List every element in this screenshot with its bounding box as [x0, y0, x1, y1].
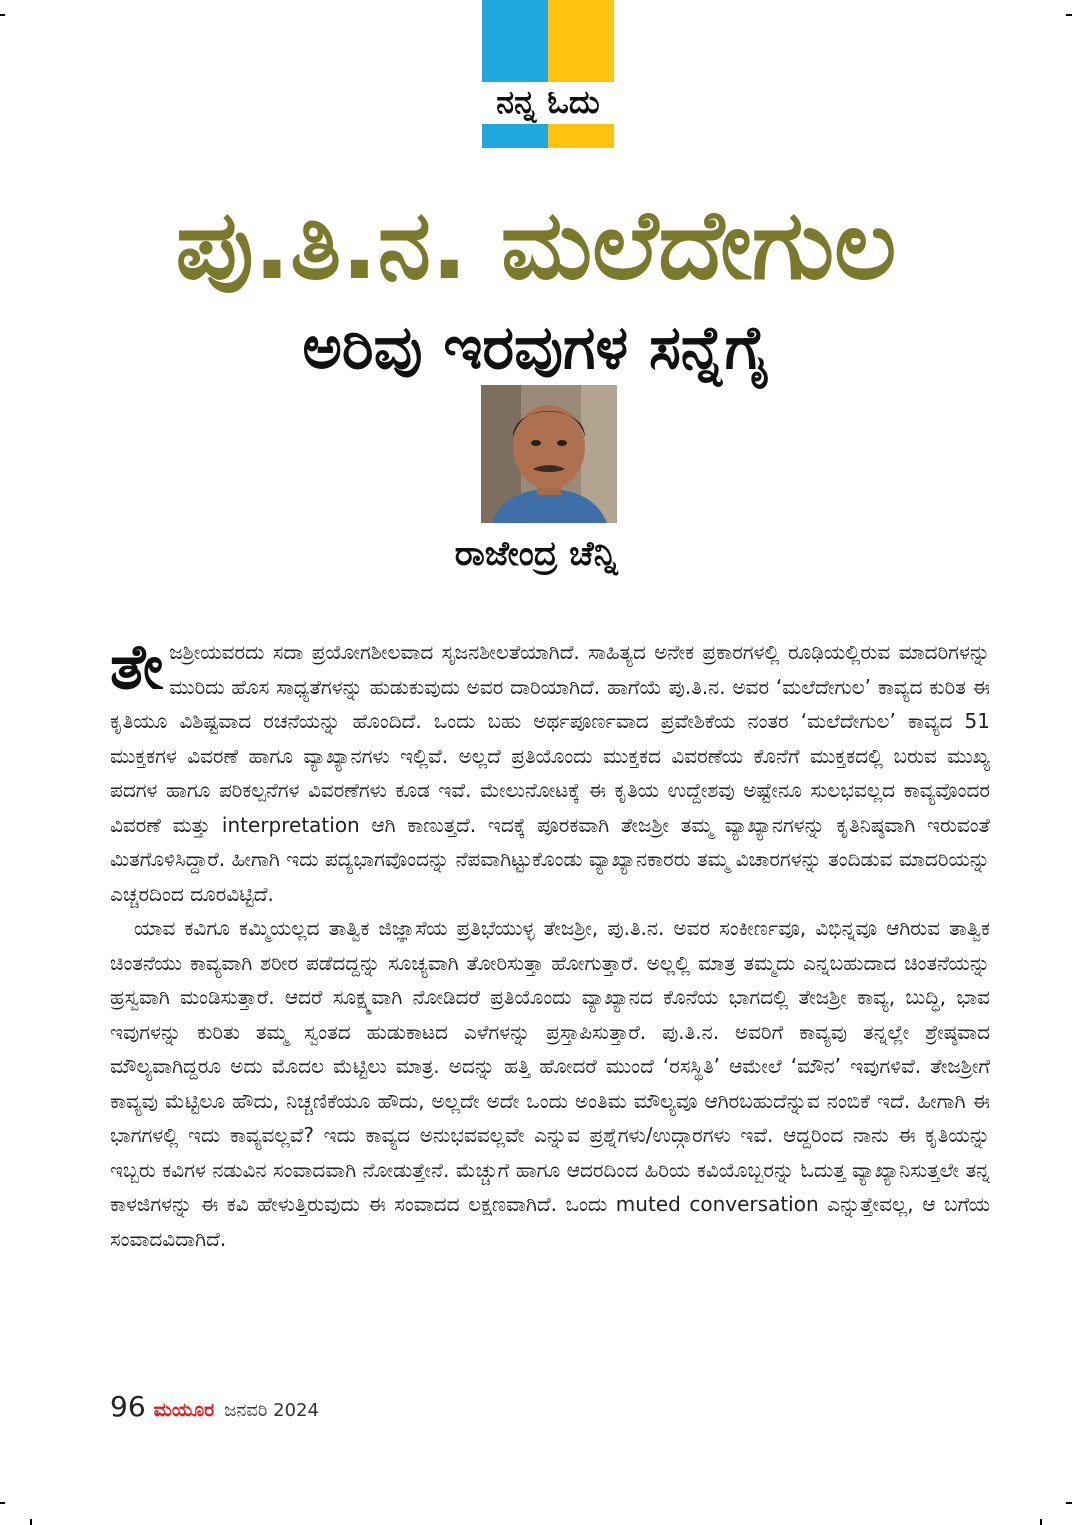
column-name: ನನ್ನ ಓದು — [496, 83, 600, 121]
page-footer — [110, 1390, 319, 1430]
paragraph-1 — [110, 630, 990, 911]
article-body — [110, 630, 990, 1256]
drop-cap: ತೇ — [110, 630, 164, 703]
author-photo — [481, 385, 617, 523]
page-number: 96 — [110, 1390, 146, 1423]
author-name: ರಾಜೇಂದ್ರ ಚೆನ್ನಿ — [454, 534, 618, 574]
article-title: ಪು.ತಿ.ನ. ಮಲೆದೇಗುಲ — [175, 189, 897, 301]
article-subtitle: ಅರಿವು ಇರವುಗಳ ಸನ್ನೆಗೈ — [302, 313, 770, 383]
crop-mark — [0, 1502, 5, 1504]
logo-blue-strip — [482, 124, 548, 148]
logo-blue-block — [482, 0, 548, 82]
column-logo — [482, 0, 614, 150]
paragraph-1-text: ಜಶ್ರೀಯವರದು ಸದಾ ಪ್ರಯೋಗಶೀಲವಾದ ಸೃಜನಶೀಲತೆಯಾಗಿದೆ. ಸಾಹಿತ್ಯದ ಅನೇಕ ಪ್ರಕಾರಗಳಲ್ಲಿ ರೂಢಿಯಲ್ಲಿರುವ ಮಾದರಿಗಳನ್ನು ಮುರಿದು ಹೊಸ ಸಾಧ್ಯತೆಗಳನ್ನು ಹುಡುಕುವುದು ಅವರ ದಾರಿಯಾಗಿದೆ. ಹಾಗೆಯೆ ಪು.ತಿ.ನ. ಅವರ ‘ಮಲೆದೇಗುಲ’ ಕಾವ್ಯದ ಕುರಿತ ಈ ಕೃತಿಯೂ ವಿಶಿಷ್ಟವಾದ ರಚನೆಯನ್ನು ಹೊಂದಿದೆ. ಒಂದು ಬಹು ಅರ್ಥಪೂರ್ಣವಾದ ಪ್ರವೇಶಿಕೆಯ ನಂತರ ‘ಮಲೆದೇಗುಲ’ ಕಾವ್ಯದ 51 ಮುಕ್ತಕಗಳ ವಿವರಣೆ ಹಾಗೂ ವ್ಯಾಖ್ಯಾನಗಳು ಇಲ್ಲಿವೆ. ಅಲ್ಲದೆ ಪ್ರತಿಯೊಂದು ಮುಕ್ತಕದ ವಿವರಣೆಯ ಕೊನೆಗೆ ಮುಕ್ತಕದಲ್ಲಿ ಬರುವ ಮುಖ್ಯ ಪದಗಳ ಹಾಗೂ ಪರಿಕಲ್ಪನೆಗಳ ವಿವರಣೆಗಳು ಕೂಡ ಇವೆ. ಮೇಲುನೋಟಕ್ಕೆ ಈ ಕೃತಿಯ ಉದ್ದೇಶವು ಅಷ್ಟೇನೂ ಸುಲಭವಲ್ಲದ ಕಾವ್ಯವೊಂದರ ವಿವರಣೆ ಮತ್ತು interpretation ಆಗಿ ಕಾಣುತ್ತದೆ. ಇದಕ್ಕೆ ಪೂರಕವಾಗಿ ತೇಜಶ್ರೀ ತಮ್ಮ ವ್ಯಾಖ್ಯಾನಗಳನ್ನು ಕೃತಿನಿಷ್ಠವಾಗಿ ಇರುವಂತೆ ಮಿತಗೊಳಿಸಿದ್ದಾರೆ. ಹೀಗಾಗಿ ಇದು ಪದ್ಯಭಾಗವೊಂದನ್ನು ನೆಪವಾಗಿಟ್ಟುಕೊಂಡು ವ್ಯಾಖ್ಯಾನಕಾರರು ತಮ್ಮ ವಿಚಾರಗಳನ್ನು ತಂದಿಡುವ ಮಾದರಿಯನ್ನು ಎಚ್ಚರದಿಂದ ದೂರವಿಟ್ಟಿದೆ. — [110, 640, 990, 906]
crop-mark — [1040, 1519, 1042, 1525]
magazine-logo: ಮಯೂರ — [153, 1399, 215, 1421]
issue-date: ಜನವರಿ 2024 — [224, 1400, 319, 1421]
crop-mark — [1066, 1502, 1072, 1504]
logo-yellow-block — [548, 0, 614, 82]
crop-mark — [0, 14, 5, 16]
logo-yellow-strip — [548, 124, 614, 148]
crop-mark — [1066, 14, 1072, 16]
crop-mark — [30, 1519, 32, 1525]
paragraph-2: ಯಾವ ಕವಿಗೂ ಕಮ್ಮಿಯಲ್ಲದ ತಾತ್ವಿಕ ಜಿಜ್ಞಾಸೆಯ ಪ್ರತಿಭೆಯುಳ್ಳ ತೇಜಶ್ರೀ, ಪು.ತಿ.ನ. ಅವರ ಸಂಕೀರ್ಣವೂ, ವಿಭಿನ್ನವೂ ಆಗಿರುವ ತಾತ್ವಿಕ ಚಿಂತನೆಯು ಕಾವ್ಯವಾಗಿ ಶರೀರ ಪಡೆದದ್ದನ್ನು ಸೂಚ್ಯವಾಗಿ ತೋರಿಸುತ್ತಾ ಹೋಗುತ್ತಾರೆ. ಅಲ್ಲಲ್ಲಿ ಮಾತ್ರ ತಮ್ಮದು ಎನ್ನಬಹುದಾದ ಚಿಂತನೆಯನ್ನು ಹ್ರಸ್ವವಾಗಿ ಮಂಡಿಸುತ್ತಾರೆ. ಆದರೆ ಸೂಕ್ಷ್ಮವಾಗಿ ನೋಡಿದರೆ ಪ್ರತಿಯೊಂದು ವ್ಯಾಖ್ಯಾನದ ಕೊನೆಯ ಭಾಗದಲ್ಲಿ ತೇಜಶ್ರೀ ಕಾವ್ಯ, ಬುದ್ಧಿ, ಭಾವ ಇವುಗಳನ್ನು ಕುರಿತು ತಮ್ಮ ಸ್ವಂತದ ಹುಡುಕಾಟದ ಎಳೆಗಳನ್ನು ಪ್ರಸ್ತಾಪಿಸುತ್ತಾರೆ. ಪು.ತಿ.ನ. ಅವರಿಗೆ ಕಾವ್ಯವು ತನ್ನಲ್ಲೇ ಶ್ರೇಷ್ಠವಾದ ಮೌಲ್ಯವಾಗಿದ್ದರೂ ಅದು ಮೊದಲ ಮೆಟ್ಟಿಲು ಮಾತ್ರ. ಅದನ್ನು ಹತ್ತಿ ಹೋದರೆ ಮುಂದೆ ‘ರಸಸ್ಥಿತಿ’ ಆಮೇಲೆ ‘ಮೌನ’ ಇವುಗಳಿವೆ. ತೇಜಶ್ರೀಗೆ ಕಾವ್ಯವು ಮೆಟ್ಟಿಲೂ ಹೌದು, ನಿಚ್ಚಣಿಕೆಯೂ ಹೌದು, ಅಲ್ಲದೇ ಅದೇ ಒಂದು ಅಂತಿಮ ಮೌಲ್ಯವೂ ಆಗಿರಬಹುದೆನ್ನುವ ನಂಬಿಕೆ ಇದೆ. ಹೀಗಾಗಿ ಈ ಭಾಗಗಳಲ್ಲಿ ಇದು ಕಾವ್ಯವಲ್ಲವೆ? ಇದು ಕಾವ್ಯದ ಅನುಭವವಲ್ಲವೇ ಎನ್ನುವ ಪ್ರಶ್ನೆಗಳು/ಉದ್ಗಾರಗಳು ಇವೆ. ಆದ್ದರಿಂದ ನಾನು ಈ ಕೃತಿಯನ್ನು ಇಬ್ಬರು ಕವಿಗಳ ನಡುವಿನ ಸಂವಾದವಾಗಿ ನೋಡುತ್ತೇನೆ. ಮೆಚ್ಚುಗೆ ಹಾಗೂ ಆದರದಿಂದ ಹಿರಿಯ ಕವಿಯೊಬ್ಬರನ್ನು ಓದುತ್ತ ವ್ಯಾಖ್ಯಾನಿಸುತ್ತಲೇ ತನ್ನ ಕಾಳಜಿಗಳನ್ನು ಈ ಕವಿ ಹೇಳುತ್ತಿರುವುದು ಈ ಸಂವಾದದ ಲಕ್ಷಣವಾಗಿದೆ. ಒಂದು muted conversation ಎನ್ನುತ್ತೇವಲ್ಲ, ಆ ಬಗೆಯ ಸಂವಾದವಿದಾಗಿದೆ. — [110, 916, 990, 1251]
